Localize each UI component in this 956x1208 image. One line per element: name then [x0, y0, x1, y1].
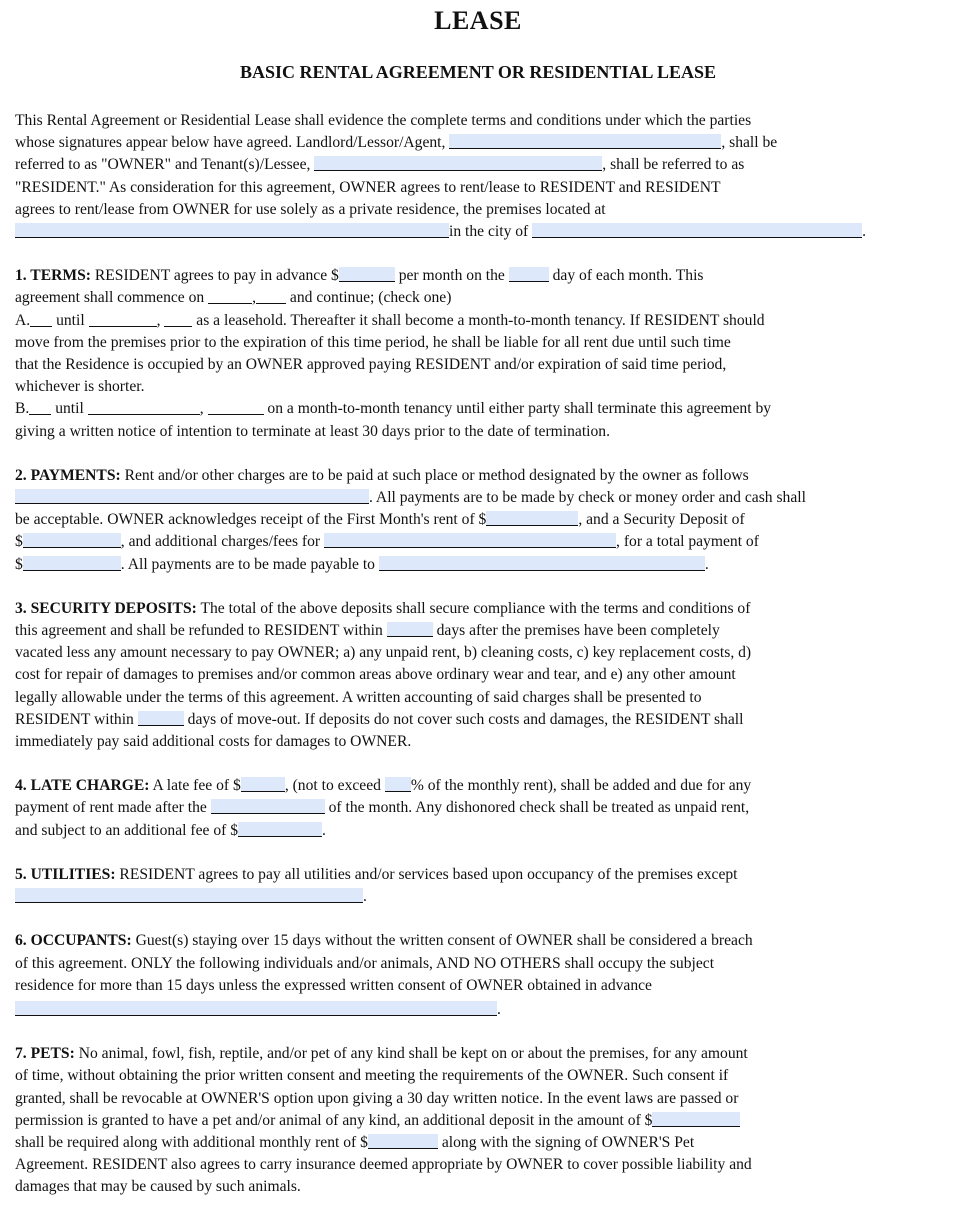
pets-text: along with the signing of OWNER'S Pet — [437, 1133, 695, 1151]
intro-line: "RESIDENT." As consideration for this agreement, OWNER agrees to rent/lease to RESIDENT and RESIDENT — [15, 178, 721, 196]
terms-text: that the Residence is occupied by an OWNER approved paying RESIDENT and/or expiration of said time period, — [15, 356, 727, 374]
landlord-name-field[interactable] — [449, 134, 721, 149]
intro-line: , shall be — [721, 134, 778, 152]
terms-text: whichever is shorter. — [15, 378, 145, 396]
pets-text: No animal, fowl, fish, reptile, and/or pet of any kind shall be kept on or about the premises, for any amount — [74, 1045, 748, 1063]
deposits-section — [15, 598, 931, 753]
late-charge-text: , (not to exceed — [284, 777, 381, 795]
payable-to-field[interactable] — [379, 556, 705, 571]
late-charge-text: A late fee of $ — [149, 777, 241, 795]
terms-text: until — [52, 311, 85, 329]
intro-line: , shall be referred to as — [602, 156, 745, 174]
option-b-until-date-field[interactable] — [88, 400, 200, 415]
premises-address-field[interactable] — [15, 223, 449, 238]
late-fee-percent-field[interactable] — [385, 777, 411, 792]
payments-text: , for a total payment of — [616, 533, 759, 551]
dishonored-check-fee-field[interactable] — [238, 822, 322, 837]
first-month-rent-field[interactable] — [486, 511, 578, 526]
intro-line: whose signatures appear below have agreed. Landlord/Lessor/Agent, — [15, 134, 446, 152]
pets-text: Agreement. RESIDENT also agrees to carry insurance deemed appropriate by OWNER to cover possible liability and — [15, 1156, 752, 1174]
deposits-text: RESIDENT within — [15, 710, 134, 728]
payments-text: , and a Security Deposit of — [578, 511, 745, 529]
utilities-section — [15, 864, 931, 908]
late-charge-section — [15, 775, 931, 842]
late-charge-heading: 4. LATE CHARGE: — [15, 777, 150, 795]
deposits-text: The total of the above deposits shall secure compliance with the terms and conditions of — [196, 599, 751, 617]
total-payment-field[interactable] — [23, 556, 121, 571]
intro-line: referred to as "OWNER" and Tenant(s)/Lessee, — [15, 156, 311, 174]
occupants-heading: 6. OCCUPANTS: — [15, 932, 132, 950]
payments-text: Rent and/or other charges are to be paid at such place or method designated by the owner as follows — [120, 466, 749, 484]
document-subtitle: BASIC RENTAL AGREEMENT OR RESIDENTIAL LEASE — [240, 62, 716, 82]
payments-text: , and additional charges/fees for — [120, 533, 321, 551]
late-charge-text: . — [322, 821, 326, 839]
commence-year-field[interactable] — [256, 289, 286, 304]
pets-text: damages that may be caused by such animals. — [15, 1178, 301, 1196]
option-a-until-year-field[interactable] — [164, 312, 192, 327]
rent-due-day-field[interactable] — [509, 267, 549, 282]
terms-text: until — [51, 400, 84, 418]
terms-text: giving a written notice of intention to terminate at least 30 days prior to the date of termination. — [15, 422, 610, 440]
intro-line: agrees to rent/lease from OWNER for use solely as a private residence, the premises located at — [15, 200, 606, 218]
deposits-text: days of move-out. If deposits do not cover such costs and damages, the RESIDENT shall — [183, 710, 744, 728]
late-after-day-field[interactable] — [211, 799, 325, 814]
deposits-text: cost for repair of damages to premises and/or common areas above ordinary wear and tear, and e) any other amount — [15, 666, 736, 684]
late-charge-text: % of the monthly rent), shall be added and due for any — [410, 777, 752, 795]
utilities-text: RESIDENT agrees to pay all utilities and/or services based upon occupancy of the premises except — [115, 865, 738, 883]
option-b-label: B. — [15, 400, 30, 418]
option-a-until-date-field[interactable] — [89, 312, 157, 327]
terms-text: on a month-to-month tenancy until either party shall terminate this agreement by — [263, 400, 772, 418]
commence-date-field[interactable] — [208, 289, 252, 304]
payments-text: be acceptable. OWNER acknowledges receipt of the First Month's rent of $ — [15, 511, 487, 529]
terms-text: day of each month. This — [548, 267, 704, 285]
intro-line: . — [862, 223, 867, 241]
occupants-text: Guest(s) staying over 15 days without the written consent of OWNER shall be considered a breach — [131, 932, 753, 950]
tenant-name-field[interactable] — [314, 156, 602, 171]
late-charge-text: payment of rent made after the — [15, 799, 207, 817]
terms-text: agreement shall commence on — [15, 289, 205, 307]
deposits-text: this agreement and shall be refunded to RESIDENT within — [15, 622, 383, 640]
lease-body — [15, 110, 931, 1199]
occupants-section — [15, 930, 931, 1021]
pets-heading: 7. PETS: — [15, 1045, 75, 1063]
occupants-text: . — [497, 1000, 501, 1018]
document-title: LEASE — [434, 6, 522, 35]
utilities-text: . — [363, 888, 367, 906]
terms-text: as a leasehold. Thereafter it shall become a month-to-month tenancy. If RESIDENT should — [192, 311, 765, 329]
additional-charges-field[interactable] — [324, 533, 616, 548]
occupants-list-field[interactable] — [15, 1001, 497, 1016]
pets-text: granted, shall be revocable at OWNER'S option upon giving a 30 day written notice. In the event laws are passed or — [15, 1089, 739, 1107]
terms-section — [15, 265, 931, 443]
deposits-heading: 3. SECURITY DEPOSITS: — [15, 599, 197, 617]
option-a-checkbox[interactable] — [30, 312, 52, 327]
payments-text: $ — [15, 555, 23, 573]
deposits-text: days after the premises have been completely — [432, 622, 720, 640]
utilities-exceptions-field[interactable] — [15, 888, 363, 903]
option-b-checkbox[interactable] — [29, 400, 51, 415]
payments-text: . All payments are to be made payable to — [120, 555, 375, 573]
monthly-rent-field[interactable] — [339, 267, 395, 282]
terms-text: per month on the — [394, 267, 505, 285]
terms-text: , — [156, 311, 161, 329]
pets-section — [15, 1043, 931, 1198]
deposits-text: vacated less any amount necessary to pay OWNER; a) any unpaid rent, b) cleaning costs, c) key replacement costs, d) — [15, 644, 752, 662]
terms-heading: 1. TERMS: — [15, 267, 91, 285]
pets-text: permission is granted to have a pet and/or animal of any kind, an additional deposit in the amount of $ — [15, 1111, 653, 1129]
pets-text: shall be required along with additional monthly rent of $ — [15, 1133, 368, 1151]
option-a-label: A. — [15, 311, 31, 329]
late-charge-text: of the month. Any dishonored check shall be treated as unpaid rent, — [324, 799, 750, 817]
option-b-until-year-field[interactable] — [208, 400, 264, 415]
payments-heading: 2. PAYMENTS: — [15, 466, 121, 484]
security-deposit-field[interactable] — [23, 533, 121, 548]
late-charge-text: and subject to an additional fee of $ — [15, 821, 239, 839]
late-fee-field[interactable] — [241, 777, 285, 792]
terms-text: RESIDENT agrees to pay in advance $ — [90, 267, 339, 285]
deposits-text: immediately pay said additional costs for damages to OWNER. — [15, 733, 412, 751]
utilities-heading: 5. UTILITIES: — [15, 865, 116, 883]
deposits-text: legally allowable under the terms of this agreement. A written accounting of said charges shall be presented to — [15, 688, 702, 706]
terms-text: , — [199, 400, 204, 418]
payments-section — [15, 465, 931, 576]
terms-text: , — [252, 289, 257, 307]
intro-paragraph — [15, 110, 931, 243]
city-field[interactable] — [532, 223, 862, 238]
payment-method-field[interactable] — [15, 489, 369, 504]
move-out-days-field[interactable] — [138, 711, 184, 726]
intro-line: This Rental Agreement or Residential Lease shall evidence the complete terms and conditions under which the parties — [15, 112, 752, 129]
payments-text: . All payments are to be made by check or money order and cash shall — [369, 489, 806, 507]
intro-line: in the city of — [449, 223, 529, 241]
payments-text: $ — [15, 533, 23, 551]
occupants-text: of this agreement. ONLY the following individuals and/or animals, AND NO OTHERS shall occupy the subject — [15, 954, 715, 972]
pets-text: of time, without obtaining the prior written consent and meeting the requirements of the OWNER. Such consent if — [15, 1067, 729, 1085]
occupants-text: residence for more than 15 days unless the expressed written consent of OWNER obtained in advance — [15, 976, 652, 994]
pet-deposit-field[interactable] — [652, 1112, 740, 1127]
terms-text: and continue; (check one) — [286, 289, 452, 307]
payments-text: . — [704, 555, 709, 573]
terms-text: move from the premises prior to the expiration of this time period, he shall be liable for all rent due until such time — [15, 333, 731, 351]
pet-monthly-rent-field[interactable] — [368, 1134, 438, 1149]
refund-days-field[interactable] — [387, 622, 433, 637]
